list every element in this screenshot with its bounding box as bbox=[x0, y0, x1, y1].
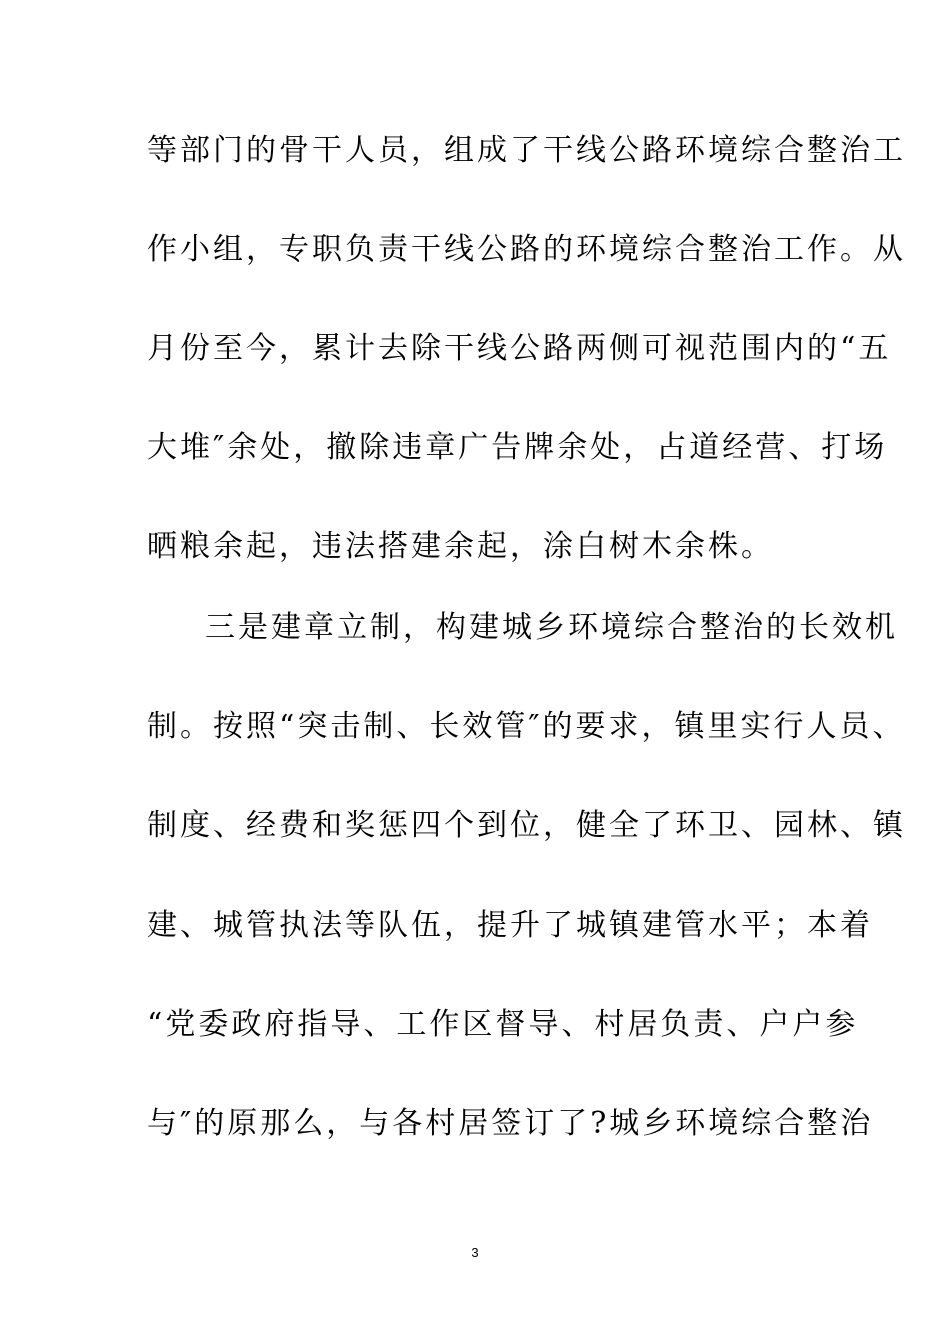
text-line: 大堆″余处，撤除违章广告牌余处，占道经营、打场 bbox=[147, 430, 888, 465]
text-line: 制度、经费和奖惩四个到位，健全了环卫、园林、镇 bbox=[147, 808, 906, 843]
text-line: 与″的原那么，与各村居签订了?城乡环境综合整治 bbox=[147, 1106, 874, 1141]
text-line: 制。按照“突击制、长效管″的要求，镇里实行人员、 bbox=[147, 709, 906, 744]
text-line: 月份至今，累计去除干线公路两侧可视范围内的“五 bbox=[147, 331, 892, 366]
text-line: “党委政府指导、工作区督导、村居负责、户户参 bbox=[147, 1007, 859, 1042]
text-line: 建、城管执法等队伍，提升了城镇建管水平；本着 bbox=[147, 908, 873, 943]
text-line: 作小组，专职负责干线公路的环境综合整治工作。从 bbox=[147, 232, 906, 267]
page-number: 3 bbox=[471, 1245, 479, 1260]
paragraph-first-line: 三是建章立制，构建城乡环境综合整治的长效机 bbox=[205, 610, 898, 645]
text-line: 晒粮余起，违法搭建余起，涂白树木余株。 bbox=[147, 529, 774, 564]
text-line: 等部门的骨干人员，组成了干线公路环境综合整治工 bbox=[147, 133, 906, 168]
